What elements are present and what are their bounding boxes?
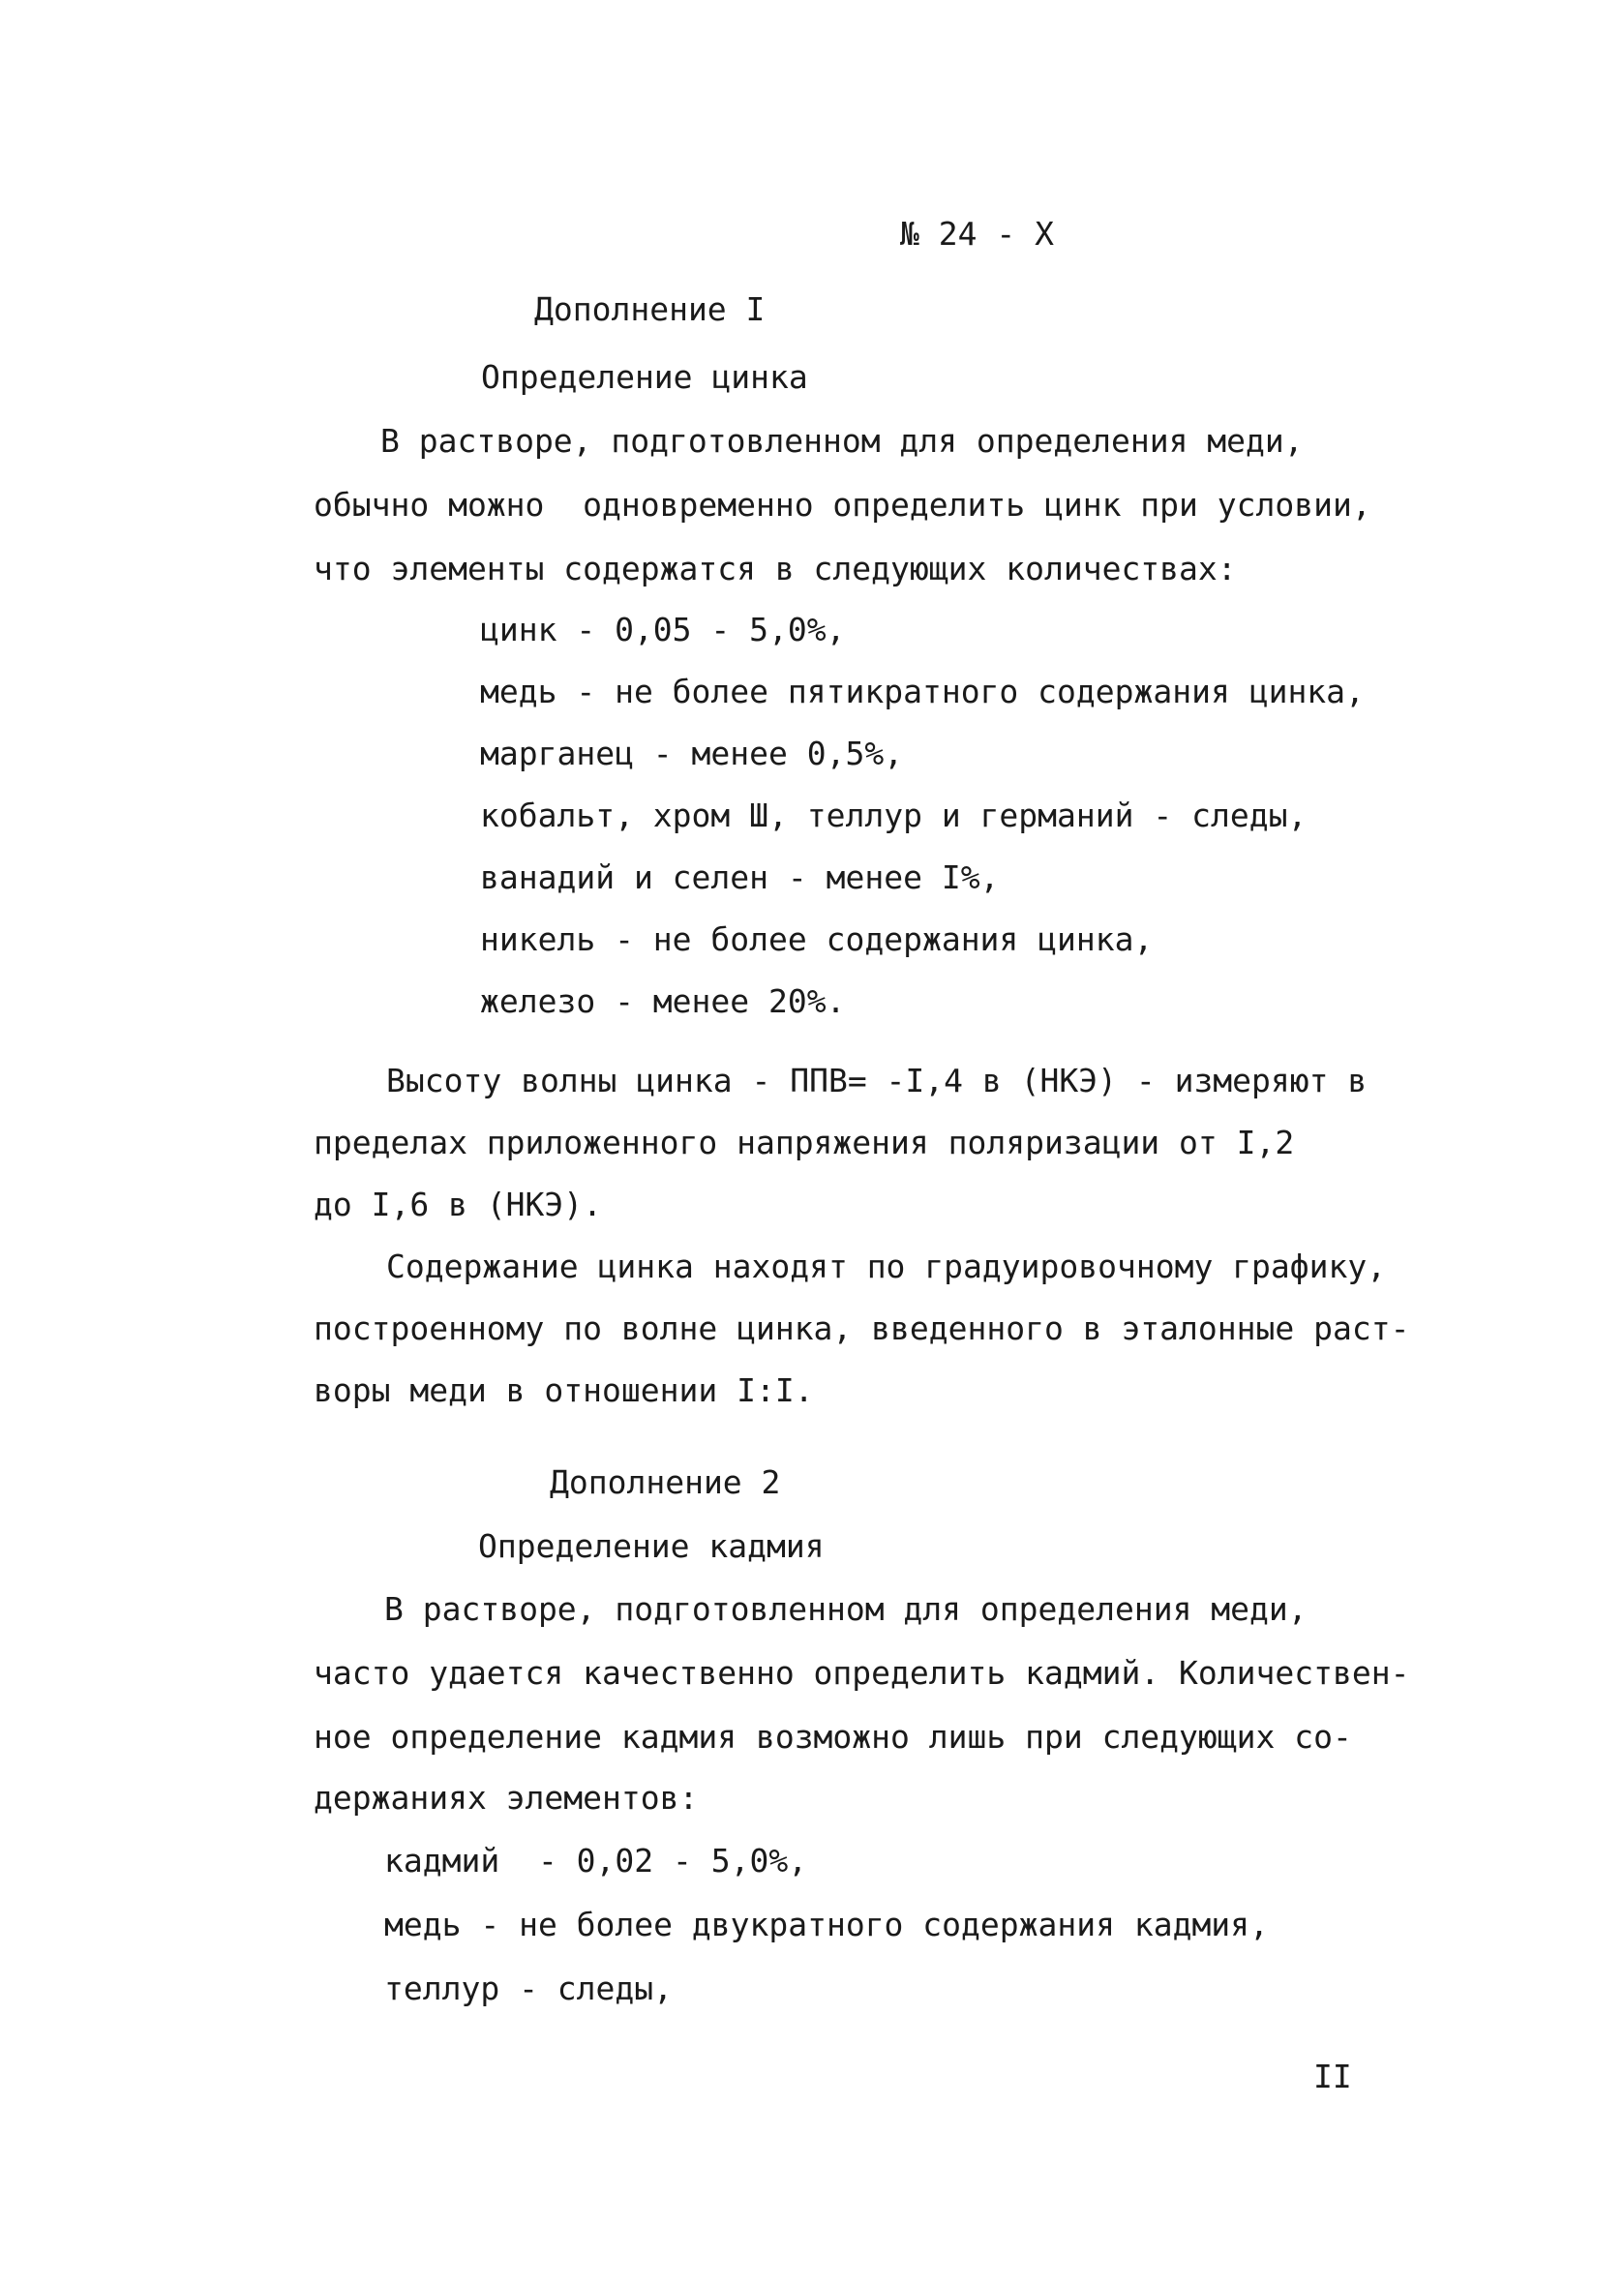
appendix-1-condition: кобальт, хром Ш, теллур и германий - следы, [480,797,1308,834]
appendix-2-subtitle: Определение кадмия [478,1527,825,1565]
appendix-1-intro-line: что элементы содержатся в следующих количествах: [314,550,1237,587]
appendix-2-intro-line: часто удается качественно определить кадмий. Количествен- [314,1654,1410,1692]
appendix-1-paragraph-line: воры меди в отношении I:I. [314,1371,814,1409]
appendix-1-condition: цинк - 0,05 - 5,0%, [480,611,846,648]
appendix-2-intro-line: держаниях элементов: [314,1779,699,1817]
appendix-1-paragraph-line: построенному по волне цинка, введенного в эталонные раст- [314,1309,1410,1347]
appendix-1-intro-line: обычно можно одновременно определить цинк при условии, [314,486,1371,524]
appendix-1-intro-line: В растворе, подготовленном для определения меди, [380,422,1304,460]
appendix-1-condition: никель - не более содержания цинка, [480,920,1154,958]
document-number: № 24 - X [900,215,1054,253]
appendix-1-paragraph-line: Высоту волны цинка - ППВ= -I,4 в (НКЭ) - измеряют в [386,1062,1368,1099]
appendix-1-title: Дополнение I [534,290,766,328]
appendix-1-paragraph-line: пределах приложенного напряжения поляризации от I,2 [314,1124,1295,1161]
appendix-2-intro-line: В растворе, подготовленном для определения меди, [384,1590,1308,1628]
appendix-1-paragraph-line: Содержание цинка находят по градуировочному графику, [386,1248,1387,1285]
appendix-1-condition: марганец - менее 0,5%, [480,735,904,772]
appendix-2-condition: теллур - следы, [384,1970,674,2007]
appendix-1-condition: медь - не более пятикратного содержания цинка, [480,673,1365,710]
appendix-1-condition: железо - менее 20%. [480,982,846,1020]
page-number: II [1313,2058,1352,2095]
appendix-1-subtitle: Определение цинка [481,358,808,396]
appendix-2-intro-line: ное определение кадмия возможно лишь при следующих со- [314,1718,1352,1756]
appendix-2-title: Дополнение 2 [550,1463,781,1501]
appendix-2-condition: кадмий - 0,02 - 5,0%, [384,1842,808,1880]
appendix-2-condition: медь - не более двукратного содержания кадмия, [384,1906,1269,1943]
appendix-1-paragraph-line: до I,6 в (НКЭ). [314,1186,603,1223]
appendix-1-condition: ванадий и селен - менее I%, [480,858,1000,896]
